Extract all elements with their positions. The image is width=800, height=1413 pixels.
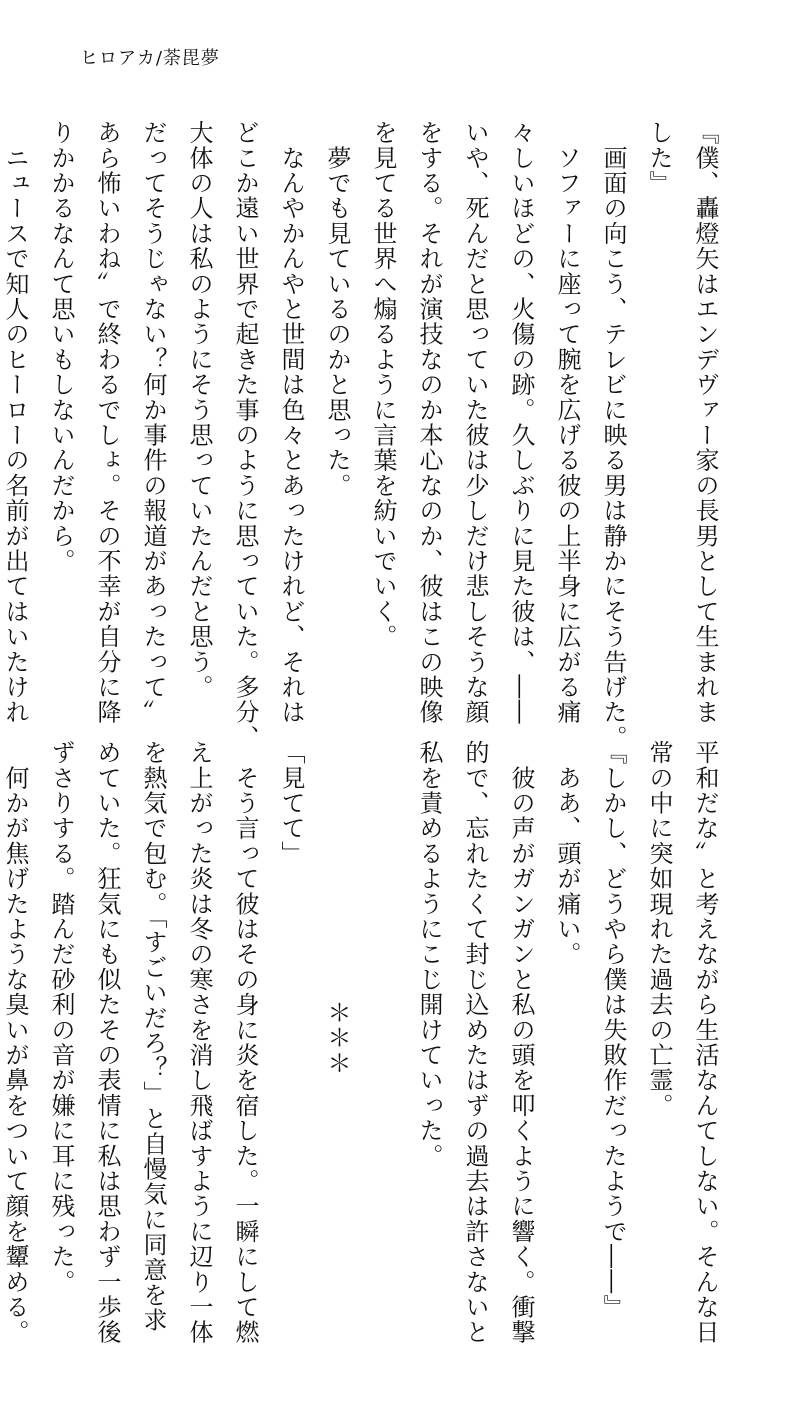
text-line: 彼の声がガンガンと私の頭を叩くように響く。衝撃 <box>507 740 535 1345</box>
text-line: いや、死んだと思っていた彼は少しだけ悲しそうな顔 <box>461 120 489 725</box>
text-line: どこか遠い世界で起きた事のように思っていた。多分、 <box>231 120 259 750</box>
text-line: そう言って彼はその身に炎を宿した。一瞬にして燃 <box>231 740 259 1345</box>
text-line: 画面の向こう、テレビに映る男は静かにそう告げた。 <box>599 120 627 750</box>
text-line: した』 <box>645 120 673 196</box>
text-line: 『僕、轟燈矢はエンデヴァー家の長男として生まれま <box>691 120 719 725</box>
scene-break: ＊＊＊ <box>323 1000 351 1076</box>
text-line: めていた。狂気にも似たその表情に私は思わず一歩後 <box>93 740 121 1345</box>
text-line: 常の中に突如現れた過去の亡霊。 <box>645 740 673 1118</box>
text-line: を見てる世界へ煽るように言葉を紡いでいく。 <box>369 120 397 650</box>
text-line: 大体の人は私のようにそう思っていたんだと思う。 <box>185 120 213 700</box>
text-line: ソファーに座って腕を広げる彼の上半身に広がる痛 <box>553 120 581 725</box>
text-line: 夢でも見ているのかと思った。 <box>323 120 351 498</box>
text-line: 『しかし、どうやら僕は失敗作だったようで――』 <box>599 740 627 1320</box>
text-line: 何かが焦げたような臭いが鼻をついて顔を顰める。 <box>1 740 29 1345</box>
text-line: 平和だな〟と考えながら生活なんてしない。そんな日 <box>691 740 719 1345</box>
text-line: ああ、頭が痛い。 <box>553 740 581 967</box>
lower-text-block <box>1 740 728 1345</box>
text-line: なんやかんやと世間は色々とあったけれど、それは <box>277 120 305 725</box>
text-line: え上がった炎は冬の寒さを消し飛ばすように辺り一体 <box>185 740 213 1345</box>
text-line: だってそうじゃない？何か事件の報道があったって〟 <box>139 120 167 725</box>
page-header-title: ヒロアカ/荼毘夢 <box>80 48 220 69</box>
text-line: ずさりする。踏んだ砂利の音が嫌に耳に残った。 <box>47 740 75 1295</box>
text-line: あら怖いわね〟で終わるでしょ。その不幸が自分に降 <box>93 120 121 725</box>
text-line: 「見てて」 <box>277 740 305 866</box>
upper-text-block <box>1 120 728 750</box>
text-line: ニュースで知人のヒーローの名前が出てはいたけれ <box>1 120 29 725</box>
text-line: 私を責めるようにこじ開けていった。 <box>415 740 443 1169</box>
text-line: 々しいほどの、火傷の跡。久しぶりに見た彼は、―― <box>507 120 535 725</box>
text-line: を熱気で包む。「すごいだろ？」と自慢気に同意を求 <box>139 740 167 1333</box>
text-line: 的で、忘れたくて封じ込めたはずの過去は許さないと <box>461 740 489 1345</box>
text-line: りかかるなんて思いもしないんだから。 <box>47 120 75 574</box>
text-line: をする。それが演技なのか本心なのか、彼はこの映像 <box>415 120 443 725</box>
